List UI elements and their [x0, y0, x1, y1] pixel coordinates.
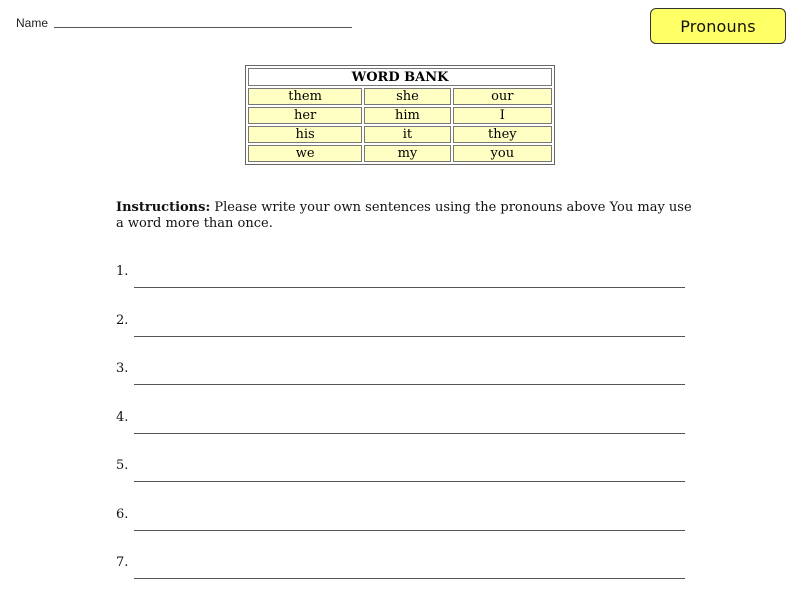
name-write-line[interactable] — [54, 27, 352, 28]
word-bank-cell: him — [364, 107, 450, 124]
word-bank-title: WORD BANK — [248, 68, 552, 86]
answer-list — [116, 262, 686, 602]
answer-write-line[interactable] — [134, 287, 685, 288]
name-label: Name — [16, 16, 49, 30]
instructions-lead: Instructions: — [116, 200, 211, 215]
answer-row — [116, 359, 686, 408]
answer-number: 4. — [116, 409, 129, 425]
word-bank-cell: they — [453, 126, 552, 143]
instructions — [116, 200, 696, 232]
answer-write-line[interactable] — [134, 384, 685, 385]
answer-row — [116, 505, 686, 554]
answer-number: 3. — [116, 361, 129, 376]
word-bank-cell: our — [453, 88, 552, 105]
answer-write-line[interactable] — [134, 530, 685, 531]
answer-row — [116, 262, 686, 311]
word-bank-row — [248, 126, 552, 143]
answer-row — [116, 456, 686, 505]
answer-row — [116, 553, 686, 602]
answer-number: 5. — [116, 458, 129, 473]
answer-number: 6. — [116, 506, 129, 522]
answer-write-line[interactable] — [134, 433, 685, 434]
answer-write-line[interactable] — [134, 578, 685, 579]
answer-row — [116, 311, 686, 360]
word-bank-table — [245, 65, 555, 165]
answer-number: 2. — [116, 312, 129, 328]
instructions-text: Please write your own sentences using the pronouns above You may use a word more than once. — [116, 200, 692, 231]
answer-row — [116, 408, 686, 457]
word-bank-cell: she — [364, 88, 450, 105]
word-bank-cell: my — [364, 145, 450, 162]
word-bank-cell: her — [248, 107, 362, 124]
word-bank-row — [248, 145, 552, 162]
answer-write-line[interactable] — [134, 336, 685, 337]
word-bank-row — [248, 88, 552, 105]
word-bank-row — [248, 107, 552, 124]
word-bank-cell: I — [453, 107, 552, 124]
word-bank-cell: we — [248, 145, 362, 162]
word-bank-cell: you — [453, 145, 552, 162]
word-bank-cell: his — [248, 126, 362, 143]
answer-number: 1. — [116, 264, 129, 279]
word-bank-cell: it — [364, 126, 450, 143]
word-bank-cell: them — [248, 88, 362, 105]
title-badge: Pronouns — [650, 8, 786, 44]
answer-write-line[interactable] — [134, 481, 685, 482]
answer-number: 7. — [116, 555, 129, 570]
name-row — [16, 10, 352, 30]
